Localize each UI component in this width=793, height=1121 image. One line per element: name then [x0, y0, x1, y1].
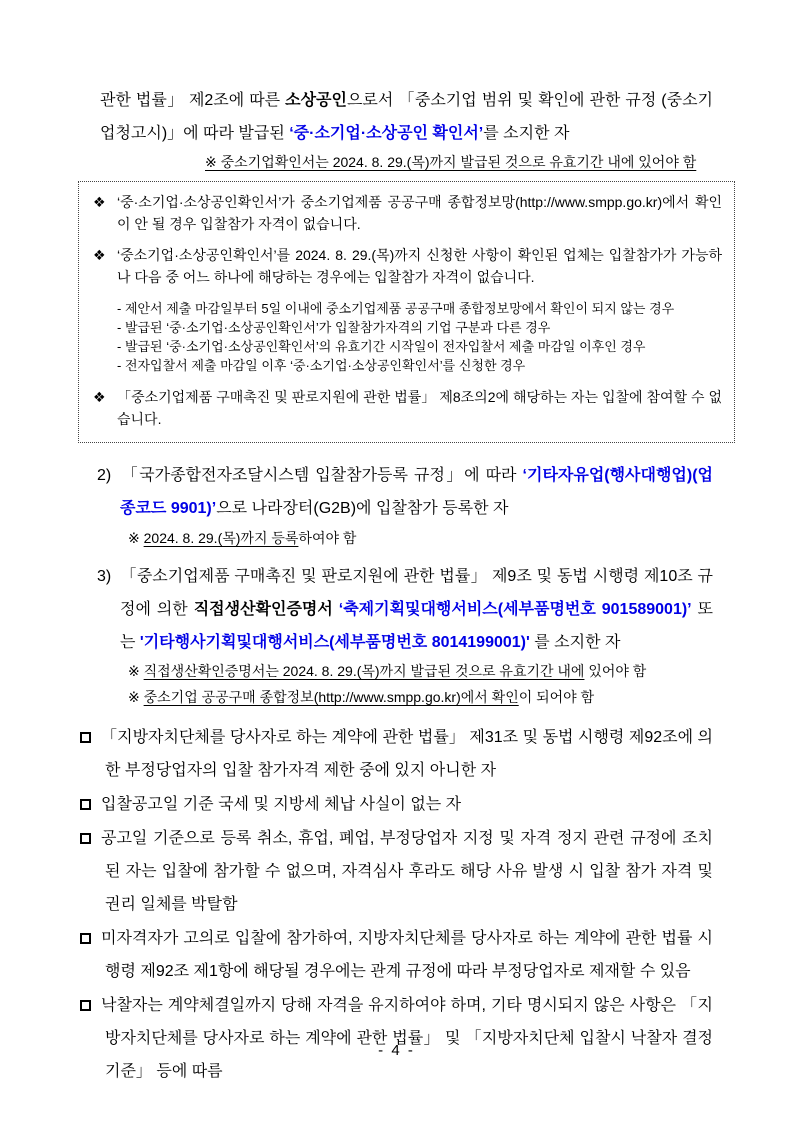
item-3-note-1 [128, 661, 735, 681]
item-3-paragraph [97, 560, 713, 659]
square-bullet-icon [80, 833, 91, 844]
info-box-sub-item: - 발급된 ‘중·소기업·소상공인확인서’의 유효기간 시작일이 전자입찰서 제출 마감일 이후인 경우 [117, 339, 646, 354]
item-3 [78, 560, 735, 707]
item-2-note-underlined: 2024. 8. 29.(목)까지 등록 [143, 530, 299, 546]
requirement-item [80, 822, 713, 921]
diamond-bullet-icon: ❖ [93, 194, 106, 210]
item-2-paragraph [97, 459, 713, 525]
square-bullet-icon [80, 1000, 91, 1011]
item-2 [78, 459, 735, 548]
item-3-note-1-underlined: 직접생산확인증명서는 2024. 8. 29.(목)까지 발급된 것으로 유효기간 내에 [143, 663, 585, 679]
item-2-note [128, 528, 735, 548]
intro-note [205, 152, 735, 172]
info-box-item-text: 「중소기업제품 구매촉진 및 판로지원에 관한 법률」 제8조의2에 해당하는 자는 입찰에 참여할 수 없습니다. [117, 389, 722, 427]
item-2-text-2: 으로 나라장터(G2B)에 입찰참가 등록한 자 [216, 500, 509, 517]
intro-text-3: 를 소지한 자 [483, 125, 570, 142]
intro-text-2: 으로서 「중소기업 범위 및 확인에 관한 규정 (중소기업청고시)」에 따라 발급된 [100, 92, 713, 142]
item-3-service-highlight-1: ‘축제기획및대행서비스(세부품명번호 901589001)’ [338, 601, 692, 618]
intro-bold-sosanggongin: 소상공인 [285, 92, 347, 109]
square-bullet-icon [80, 933, 91, 944]
info-box-item [93, 191, 722, 235]
item-3-note-2-prefix: ※ [128, 689, 144, 705]
intro-text-1: 관한 법률」 제2조에 따른 [100, 92, 286, 109]
item-3-note-1-rest: 있어야 함 [584, 663, 647, 679]
info-box-item [93, 386, 722, 430]
item-3-text-4: 를 소지한 자 [529, 634, 621, 651]
item-3-note-1-prefix: ※ [128, 663, 144, 679]
square-bullet-icon [80, 799, 91, 810]
item-2-note-prefix: ※ [128, 530, 144, 546]
diamond-bullet-icon: ❖ [93, 389, 106, 405]
requirement-item [80, 721, 713, 787]
item-3-number: 3) [97, 568, 112, 585]
info-box-sub-item: - 제안서 제출 마감일부터 5일 이내에 중소기업제품 공공구매 종합정보망에서 확인이 되지 않는 경우 [117, 301, 675, 316]
item-3-text-3: 또는 [120, 601, 714, 651]
info-box [78, 181, 735, 443]
item-2-number: 2) [97, 467, 112, 484]
info-box-sub-item: - 발급된 ‘중·소기업·소상공인확인서’가 입찰참가자격의 기업 구분과 다른 경우 [117, 320, 551, 335]
requirement-item-text: 미자격자가 고의로 입찰에 참가하여, 지방자치단체를 당사자로 하는 계약에 관한 법률 시행령 제92조 제1항에 해당될 경우에는 관계 규정에 따라 부정당업자로 제재할 수 있음 [101, 930, 713, 980]
item-2-text-1: 「국가종합전자조달시스템 입찰참가등록 규정」에 따라 [120, 467, 523, 484]
intro-note-text: ※ 중소기업확인서는 2024. 8. 29.(목)까지 발급된 것으로 유효기간 내에 있어야 함 [205, 154, 697, 170]
intro-certificate-highlight: ‘중·소기업·소상공인 확인서’ [289, 125, 484, 142]
item-3-note-2-underlined: 중소기업 공공구매 종합정보(http://www.smpp.go.kr)에서 확인 [143, 689, 519, 705]
requirement-item-text: 입찰공고일 기준 국세 및 지방세 체납 사실이 없는 자 [101, 796, 462, 813]
item-3-note-2 [128, 687, 735, 707]
item-3-text-1: 「중소기업제품 구매촉진 및 판로지원에 관한 법률」 제9조 및 동법 시행령 제10조 규정에 의한 [120, 568, 713, 618]
diamond-bullet-icon: ❖ [93, 247, 106, 263]
info-box-sub-list [117, 299, 722, 375]
requirement-item [80, 788, 713, 821]
info-box-sub-item: - 전자입찰서 제출 마감일 이후 ‘중·소기업·소상공인확인서’를 신청한 경우 [117, 358, 526, 373]
info-box-item-text: ‘중소기업·소상공인확인서’를 2024. 8. 29.(목)까지 신청한 사항이 확인된 업체는 입찰참가가 가능하나 다음 중 어느 하나에 해당하는 경우에는 입찰참가 자격이 없습니다. [117, 247, 722, 285]
requirement-item-text: 「지방자치단체를 당사자로 하는 계약에 관한 법률」 제31조 및 동법 시행령 제92조에 의한 부정당업자의 입찰 참가자격 제한 중에 있지 아니한 자 [101, 729, 713, 779]
item-3-service-highlight-2: '기타행사기획및대행서비스(세부품명번호 8014199001)' [139, 634, 530, 651]
requirement-item [80, 989, 713, 1088]
info-box-item [93, 244, 722, 288]
item-2-business-type-highlight: ‘기타자유업(행사대행업)(업종코드 9901)’ [120, 467, 713, 517]
requirement-item-text: 공고일 기준으로 등록 취소, 휴업, 폐업, 부정당업자 지정 및 자격 정지 관련 규정에 조치된 자는 입찰에 참가할 수 없으며, 자격심사 후라도 해당 사유 발생 시 입찰 참가 자격 및 권리 일체를 박탈함 [101, 830, 713, 913]
intro-paragraph [100, 84, 713, 150]
item-2-note-rest: 하여야 함 [298, 530, 357, 546]
requirement-item [80, 922, 713, 988]
info-box-item-text: ‘중·소기업·소상공인확인서’가 중소기업제품 공공구매 종합정보망(http://www.smpp.go.kr)에서 확인이 안 될 경우 입찰참가 자격이 없습니다. [117, 194, 722, 232]
page-number: - 4 - [378, 1042, 415, 1059]
item-3-bold-certificate: 직접생산확인증명서 [193, 601, 333, 618]
requirement-item-text: 낙찰자는 계약체결일까지 당해 자격을 유지하여야 하며, 기타 명시되지 않은 사항은 「지방자치단체를 당사자로 하는 계약에 관한 법률」 및 「지방자치단체 입찰시 낙찰자 결정기준」 등에 따름 [101, 997, 713, 1080]
square-bullet-icon [80, 732, 91, 743]
requirement-list [78, 721, 735, 1088]
item-3-note-2-rest: 이 되어야 함 [518, 689, 595, 705]
